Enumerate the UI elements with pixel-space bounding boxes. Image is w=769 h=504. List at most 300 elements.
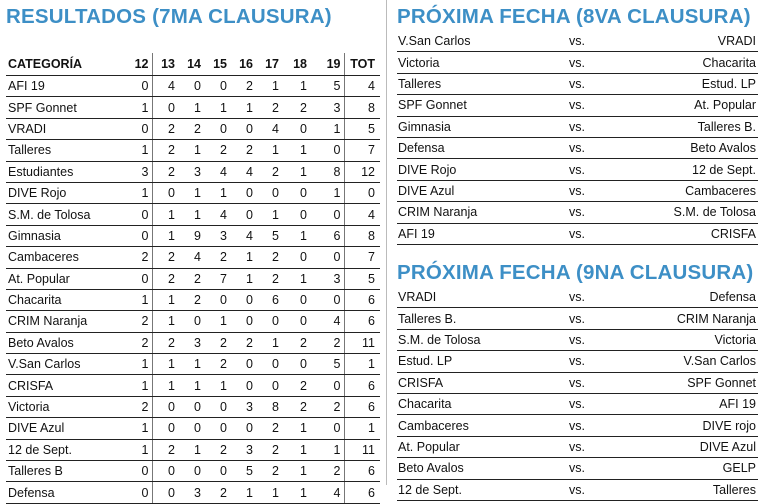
- score-cell: 2: [256, 439, 282, 460]
- score-cell: 0: [124, 118, 152, 139]
- score-cell: 6: [310, 225, 344, 246]
- home-team: CRIM Naranja: [397, 202, 537, 223]
- score-cell: 0: [310, 247, 344, 268]
- score-cell: 1: [256, 332, 282, 353]
- score-cell: 1: [256, 204, 282, 225]
- results-row: [6, 375, 380, 396]
- score-cell: 3: [178, 332, 204, 353]
- total-cell: 7: [344, 247, 380, 268]
- total-cell: 6: [344, 461, 380, 482]
- match-row: [397, 372, 758, 393]
- results-panel: [6, 5, 382, 504]
- vs-label: vs.: [537, 436, 617, 457]
- score-cell: 2: [178, 289, 204, 310]
- team-name: S.M. de Tolosa: [6, 204, 124, 225]
- away-team: Cambaceres: [617, 180, 758, 201]
- results-row: [6, 118, 380, 139]
- score-cell: 2: [310, 461, 344, 482]
- header-col-17: 17: [256, 53, 282, 76]
- results-row: [6, 140, 380, 161]
- score-cell: 0: [204, 118, 230, 139]
- score-cell: 1: [256, 140, 282, 161]
- score-cell: 3: [178, 482, 204, 503]
- team-name: Victoria: [6, 396, 124, 417]
- score-cell: 0: [282, 289, 310, 310]
- score-cell: 1: [230, 482, 256, 503]
- score-cell: 2: [152, 439, 178, 460]
- away-team: VRADI: [617, 31, 758, 52]
- score-cell: 1: [282, 268, 310, 289]
- score-cell: 2: [152, 161, 178, 182]
- score-cell: 1: [282, 76, 310, 97]
- home-team: Defensa: [397, 137, 537, 158]
- away-team: GELP: [617, 458, 758, 479]
- score-cell: 0: [152, 97, 178, 118]
- score-cell: 1: [152, 204, 178, 225]
- match-row: [397, 351, 758, 372]
- score-cell: 2: [152, 140, 178, 161]
- score-cell: 0: [152, 418, 178, 439]
- away-team: DIVE rojo: [617, 415, 758, 436]
- score-cell: 4: [230, 161, 256, 182]
- score-cell: 3: [310, 97, 344, 118]
- score-cell: 1: [178, 204, 204, 225]
- results-row: [6, 439, 380, 460]
- away-team: Chacarita: [617, 52, 758, 73]
- results-row: [6, 332, 380, 353]
- fecha9-panel: [397, 261, 762, 501]
- match-row: [397, 415, 758, 436]
- team-name: V.San Carlos: [6, 354, 124, 375]
- home-team: At. Popular: [397, 436, 537, 457]
- vs-label: vs.: [537, 351, 617, 372]
- score-cell: 3: [230, 396, 256, 417]
- score-cell: 0: [178, 396, 204, 417]
- header-categoria: CATEGORÍA: [6, 53, 124, 76]
- score-cell: 4: [178, 247, 204, 268]
- home-team: S.M. de Tolosa: [397, 329, 537, 350]
- away-team: Victoria: [617, 329, 758, 350]
- total-cell: 4: [344, 204, 380, 225]
- team-name: DIVE Rojo: [6, 182, 124, 203]
- column-divider: [386, 0, 387, 485]
- home-team: AFI 19: [397, 223, 537, 244]
- vs-label: vs.: [537, 458, 617, 479]
- score-cell: 0: [310, 140, 344, 161]
- match-row: [397, 180, 758, 201]
- score-cell: 1: [124, 439, 152, 460]
- away-team: CRIM Naranja: [617, 308, 758, 329]
- score-cell: 2: [124, 332, 152, 353]
- score-cell: 0: [178, 461, 204, 482]
- results-header-row: [6, 53, 380, 76]
- score-cell: 0: [230, 182, 256, 203]
- score-cell: 3: [310, 268, 344, 289]
- score-cell: 1: [178, 97, 204, 118]
- score-cell: 0: [152, 461, 178, 482]
- match-row: [397, 31, 758, 52]
- score-cell: 1: [204, 182, 230, 203]
- score-cell: 2: [204, 247, 230, 268]
- score-cell: 1: [124, 182, 152, 203]
- total-cell: 1: [344, 418, 380, 439]
- vs-label: vs.: [537, 287, 617, 308]
- score-cell: 2: [204, 482, 230, 503]
- score-cell: 1: [124, 354, 152, 375]
- home-team: Talleres: [397, 73, 537, 94]
- score-cell: 0: [124, 204, 152, 225]
- total-cell: 6: [344, 289, 380, 310]
- score-cell: 4: [230, 225, 256, 246]
- score-cell: 1: [230, 247, 256, 268]
- score-cell: 2: [282, 332, 310, 353]
- header-col-tot: TOT: [344, 53, 380, 76]
- score-cell: 1: [124, 375, 152, 396]
- results-row: [6, 268, 380, 289]
- score-cell: 0: [282, 204, 310, 225]
- fecha8-table: [397, 31, 758, 245]
- results-row: [6, 225, 380, 246]
- score-cell: 2: [256, 97, 282, 118]
- vs-label: vs.: [537, 95, 617, 116]
- total-cell: 1: [344, 354, 380, 375]
- team-name: Cambaceres: [6, 247, 124, 268]
- score-cell: 1: [124, 418, 152, 439]
- score-cell: 0: [204, 418, 230, 439]
- home-team: V.San Carlos: [397, 31, 537, 52]
- away-team: V.San Carlos: [617, 351, 758, 372]
- score-cell: 0: [230, 375, 256, 396]
- match-row: [397, 159, 758, 180]
- results-row: [6, 204, 380, 225]
- score-cell: 3: [230, 439, 256, 460]
- vs-label: vs.: [537, 308, 617, 329]
- score-cell: 6: [256, 289, 282, 310]
- total-cell: 6: [344, 311, 380, 332]
- home-team: SPF Gonnet: [397, 95, 537, 116]
- score-cell: 1: [282, 140, 310, 161]
- score-cell: 0: [124, 482, 152, 503]
- score-cell: 0: [124, 268, 152, 289]
- away-team: DIVE Azul: [617, 436, 758, 457]
- score-cell: 0: [282, 247, 310, 268]
- match-row: [397, 95, 758, 116]
- score-cell: 1: [204, 311, 230, 332]
- score-cell: 0: [256, 182, 282, 203]
- score-cell: 1: [204, 97, 230, 118]
- score-cell: 0: [282, 182, 310, 203]
- score-cell: 0: [178, 311, 204, 332]
- score-cell: 2: [178, 268, 204, 289]
- home-team: DIVE Rojo: [397, 159, 537, 180]
- score-cell: 0: [178, 76, 204, 97]
- score-cell: 0: [204, 76, 230, 97]
- vs-label: vs.: [537, 116, 617, 137]
- home-team: VRADI: [397, 287, 537, 308]
- score-cell: 2: [256, 461, 282, 482]
- score-cell: 0: [256, 354, 282, 375]
- vs-label: vs.: [537, 31, 617, 52]
- team-name: Talleres B: [6, 461, 124, 482]
- score-cell: 1: [256, 76, 282, 97]
- away-team: SPF Gonnet: [617, 372, 758, 393]
- results-row: [6, 482, 380, 503]
- score-cell: 1: [282, 418, 310, 439]
- away-team: Estud. LP: [617, 73, 758, 94]
- team-name: AFI 19: [6, 76, 124, 97]
- score-cell: 1: [310, 182, 344, 203]
- home-team: Beto Avalos: [397, 458, 537, 479]
- score-cell: 4: [204, 204, 230, 225]
- results-row: [6, 97, 380, 118]
- vs-label: vs.: [537, 180, 617, 201]
- fecha9-title: PRÓXIMA FECHA (9NA CLAUSURA): [397, 261, 754, 284]
- score-cell: 1: [178, 375, 204, 396]
- score-cell: 2: [256, 247, 282, 268]
- score-cell: 0: [152, 182, 178, 203]
- total-cell: 6: [344, 396, 380, 417]
- score-cell: 0: [310, 289, 344, 310]
- score-cell: 2: [282, 396, 310, 417]
- match-row: [397, 458, 758, 479]
- away-team: S.M. de Tolosa: [617, 202, 758, 223]
- score-cell: 3: [204, 225, 230, 246]
- team-name: CRISFA: [6, 375, 124, 396]
- header-col-13: 13: [152, 53, 178, 76]
- score-cell: 1: [152, 289, 178, 310]
- score-cell: 4: [310, 311, 344, 332]
- score-cell: 2: [282, 97, 310, 118]
- total-cell: 5: [344, 268, 380, 289]
- score-cell: 2: [124, 247, 152, 268]
- score-cell: 2: [256, 161, 282, 182]
- vs-label: vs.: [537, 223, 617, 244]
- header-col-16: 16: [230, 53, 256, 76]
- score-cell: 2: [204, 140, 230, 161]
- results-row: [6, 182, 380, 203]
- away-team: Beto Avalos: [617, 137, 758, 158]
- vs-label: vs.: [537, 393, 617, 414]
- score-cell: 5: [230, 461, 256, 482]
- score-cell: 1: [152, 354, 178, 375]
- vs-label: vs.: [537, 415, 617, 436]
- team-name: Estudiantes: [6, 161, 124, 182]
- match-row: [397, 223, 758, 244]
- score-cell: 1: [152, 225, 178, 246]
- team-name: DIVE Azul: [6, 418, 124, 439]
- match-row: [397, 329, 758, 350]
- score-cell: 2: [230, 76, 256, 97]
- score-cell: 1: [124, 140, 152, 161]
- score-cell: 0: [230, 354, 256, 375]
- score-cell: 0: [204, 461, 230, 482]
- away-team: Talleres: [617, 479, 758, 500]
- results-row: [6, 76, 380, 97]
- match-row: [397, 308, 758, 329]
- score-cell: 1: [178, 182, 204, 203]
- score-cell: 1: [124, 289, 152, 310]
- score-cell: 0: [230, 289, 256, 310]
- score-cell: 0: [310, 375, 344, 396]
- score-cell: 0: [204, 396, 230, 417]
- vs-label: vs.: [537, 159, 617, 180]
- total-cell: 11: [344, 332, 380, 353]
- team-name: Defensa: [6, 482, 124, 503]
- match-row: [397, 73, 758, 94]
- team-name: VRADI: [6, 118, 124, 139]
- results-row: [6, 354, 380, 375]
- vs-label: vs.: [537, 52, 617, 73]
- score-cell: 1: [178, 140, 204, 161]
- score-cell: 2: [310, 332, 344, 353]
- total-cell: 5: [344, 118, 380, 139]
- vs-label: vs.: [537, 137, 617, 158]
- team-name: 12 de Sept.: [6, 439, 124, 460]
- score-cell: 0: [178, 418, 204, 439]
- score-cell: 1: [282, 161, 310, 182]
- results-row: [6, 247, 380, 268]
- vs-label: vs.: [537, 479, 617, 500]
- home-team: Talleres B.: [397, 308, 537, 329]
- score-cell: 7: [204, 268, 230, 289]
- away-team: AFI 19: [617, 393, 758, 414]
- score-cell: 4: [310, 482, 344, 503]
- total-cell: 6: [344, 375, 380, 396]
- team-name: CRIM Naranja: [6, 311, 124, 332]
- away-team: Talleres B.: [617, 116, 758, 137]
- results-row: [6, 311, 380, 332]
- score-cell: 9: [178, 225, 204, 246]
- home-team: CRISFA: [397, 372, 537, 393]
- score-cell: 2: [204, 354, 230, 375]
- away-team: Defensa: [617, 287, 758, 308]
- score-cell: 2: [204, 332, 230, 353]
- score-cell: 1: [310, 439, 344, 460]
- score-cell: 1: [152, 311, 178, 332]
- header-col-14: 14: [178, 53, 204, 76]
- away-team: At. Popular: [617, 95, 758, 116]
- results-row: [6, 418, 380, 439]
- total-cell: 12: [344, 161, 380, 182]
- home-team: Estud. LP: [397, 351, 537, 372]
- score-cell: 4: [256, 118, 282, 139]
- score-cell: 2: [152, 247, 178, 268]
- score-cell: 2: [230, 332, 256, 353]
- home-team: DIVE Azul: [397, 180, 537, 201]
- header-col-15: 15: [204, 53, 230, 76]
- results-body: [6, 76, 380, 504]
- score-cell: 0: [152, 482, 178, 503]
- results-row: [6, 396, 380, 417]
- results-title: RESULTADOS (7MA CLAUSURA): [6, 5, 332, 28]
- team-name: Talleres: [6, 140, 124, 161]
- away-team: CRISFA: [617, 223, 758, 244]
- score-cell: 2: [256, 418, 282, 439]
- score-cell: 3: [178, 161, 204, 182]
- fecha9-table: [397, 287, 758, 501]
- home-team: 12 de Sept.: [397, 479, 537, 500]
- total-cell: 7: [344, 140, 380, 161]
- vs-label: vs.: [537, 73, 617, 94]
- fecha8-title: PRÓXIMA FECHA (8VA CLAUSURA): [397, 5, 751, 28]
- score-cell: 2: [204, 439, 230, 460]
- results-row: [6, 461, 380, 482]
- total-cell: 11: [344, 439, 380, 460]
- score-cell: 0: [256, 311, 282, 332]
- match-row: [397, 287, 758, 308]
- team-name: SPF Gonnet: [6, 97, 124, 118]
- team-name: Chacarita: [6, 289, 124, 310]
- score-cell: 0: [230, 418, 256, 439]
- score-cell: 0: [124, 225, 152, 246]
- match-row: [397, 52, 758, 73]
- score-cell: 0: [282, 311, 310, 332]
- score-cell: 5: [256, 225, 282, 246]
- score-cell: 8: [310, 161, 344, 182]
- score-cell: 0: [124, 461, 152, 482]
- header-col-19: 19: [310, 53, 344, 76]
- score-cell: 1: [124, 97, 152, 118]
- header-col-18: 18: [282, 53, 310, 76]
- score-cell: 1: [282, 482, 310, 503]
- away-team: 12 de Sept.: [617, 159, 758, 180]
- score-cell: 1: [230, 268, 256, 289]
- score-cell: 3: [124, 161, 152, 182]
- total-cell: 6: [344, 482, 380, 503]
- score-cell: 1: [256, 482, 282, 503]
- score-cell: 8: [256, 396, 282, 417]
- score-cell: 4: [152, 76, 178, 97]
- score-cell: 1: [178, 439, 204, 460]
- score-cell: 2: [282, 375, 310, 396]
- score-cell: 1: [152, 375, 178, 396]
- score-cell: 2: [310, 396, 344, 417]
- score-cell: 0: [282, 118, 310, 139]
- score-cell: 1: [282, 439, 310, 460]
- score-cell: 0: [282, 354, 310, 375]
- score-cell: 2: [230, 140, 256, 161]
- vs-label: vs.: [537, 202, 617, 223]
- results-table: [6, 53, 380, 504]
- score-cell: 1: [230, 97, 256, 118]
- score-cell: 5: [310, 354, 344, 375]
- header-col-12: 12: [124, 53, 152, 76]
- home-team: Chacarita: [397, 393, 537, 414]
- total-cell: 0: [344, 182, 380, 203]
- vs-label: vs.: [537, 329, 617, 350]
- score-cell: 2: [256, 268, 282, 289]
- home-team: Cambaceres: [397, 415, 537, 436]
- match-row: [397, 116, 758, 137]
- score-cell: 1: [282, 461, 310, 482]
- match-row: [397, 202, 758, 223]
- score-cell: 0: [152, 396, 178, 417]
- match-row: [397, 393, 758, 414]
- score-cell: 4: [204, 161, 230, 182]
- fecha8-panel: [397, 5, 762, 245]
- score-cell: 2: [124, 396, 152, 417]
- team-name: Gimnasia: [6, 225, 124, 246]
- score-cell: 2: [124, 311, 152, 332]
- total-cell: 4: [344, 76, 380, 97]
- team-name: At. Popular: [6, 268, 124, 289]
- score-cell: 2: [152, 268, 178, 289]
- score-cell: 1: [204, 375, 230, 396]
- score-cell: 0: [230, 311, 256, 332]
- home-team: Victoria: [397, 52, 537, 73]
- total-cell: 8: [344, 97, 380, 118]
- match-row: [397, 479, 758, 500]
